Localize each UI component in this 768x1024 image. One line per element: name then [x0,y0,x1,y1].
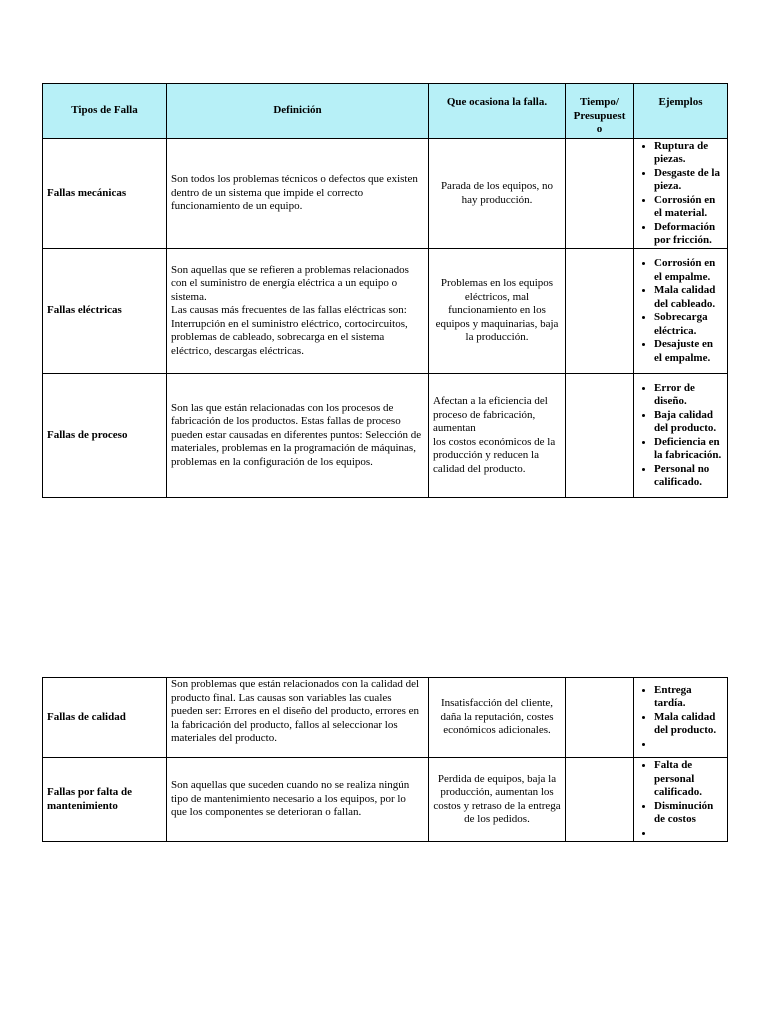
time-cell [566,678,634,758]
definition-cell: Son problemas que están relacionados con la calidad del producto final. Las causas son variables las cuales pueden ser: Errores en el diseño del producto, errores en la fabricación del producto, fallos al seleccionar los materiales del producto. [167,678,429,758]
examples-list [638,140,723,248]
time-cell [566,758,634,842]
example-item: • Personal no calificado. [654,463,723,490]
cause-cell: Perdida de equipos, baja la producción, aumentan los costos y retraso de la entrega de los pedidos. [429,758,566,842]
time-cell [566,374,634,498]
definition-cell: Son aquellas que suceden cuando no se realiza ningún tipo de mantenimiento necesario a los equipos, por lo que los componentes se deterioran o fallan. [167,758,429,842]
header-cause: Que ocasiona la falla. [429,84,566,139]
example-item: • Ruptura de piezas. [654,140,723,167]
type-cell: Fallas de calidad [43,678,167,758]
header-type: Tipos de Falla [43,84,167,139]
examples-list [638,382,723,490]
examples-cell [634,758,728,842]
failure-types-table [42,83,728,498]
example-item: • Deficiencia en la fabricación. [654,436,723,463]
example-item: • Sobrecarga eléctrica. [654,311,723,338]
type-cell: Fallas eléctricas [43,249,167,374]
definition-cell [167,249,429,374]
definition-paragraph: Son aquellas que se refieren a problemas relacionados con el suministro de energía eléctrica a un equipo o sistema. [171,263,409,303]
examples-cell [634,374,728,498]
examples-list [638,257,723,365]
examples-list [638,684,723,752]
header-row [43,84,728,139]
type-cell: Fallas de proceso [43,374,167,498]
definition-paragraph: Las causas más frecuentes de las fallas eléctricas son: Interrupción en el suministro eléctrico, cortocircuitos, problemas de cableado, sobrecarga en el sistema eléctrico, descargas eléctricas. [171,304,408,357]
example-item: • Entrega tardía. [654,684,723,711]
example-item [654,827,723,841]
cause-cell: Problemas en los equipos eléctricos, mal funcionamiento en los equipos y maquinarias, baja la producción. [429,249,566,374]
table-row [43,139,728,249]
table-row [43,758,728,842]
example-item: • Desajuste en el empalme. [654,338,723,365]
example-item: • Baja calidad del producto. [654,409,723,436]
examples-cell [634,678,728,758]
header-examples: Ejemplos [634,84,728,139]
examples-cell [634,249,728,374]
example-item [654,738,723,752]
example-item: • Desgaste de la pieza. [654,167,723,194]
time-cell [566,139,634,249]
header-time: Tiempo/ Presupuest o [566,84,634,139]
example-item: • Corrosión en el empalme. [654,257,723,284]
table-row [43,678,728,758]
header-definition: Definición [167,84,429,139]
example-item: • Deformación por fricción. [654,221,723,248]
example-item: • Mala calidad del producto. [654,711,723,738]
example-item: • Mala calidad del cableado. [654,284,723,311]
examples-cell [634,139,728,249]
examples-list [638,759,723,840]
cause-cell: Insatisfacción del cliente, daña la reputación, costes económicos adicionales. [429,678,566,758]
cause-cell [429,374,566,498]
table-row [43,374,728,498]
cause-cell: Parada de los equipos, no hay producción. [429,139,566,249]
definition-cell: Son las que están relacionadas con los procesos de fabricación de los productos. Estas fallas de proceso pueden estar causadas en diferentes puntos: Selección de materiales, problemas en la programación de máquinas, problemas en la configuración de los equipos. [167,374,429,498]
example-item: • Disminución de costos [654,800,723,827]
example-item: • Corrosión en el material. [654,194,723,221]
example-item: • Error de diseño. [654,382,723,409]
time-cell [566,249,634,374]
type-cell: Fallas mecánicas [43,139,167,249]
failure-types-table-continued [42,677,728,842]
cause-line: los costos económicos de la producción y reducen la calidad del producto. [433,435,556,475]
example-item: • Falta de personal calificado. [654,759,723,800]
table-row [43,249,728,374]
cause-line: Afectan a la eficiencia del proceso de fabricación, aumentan [433,395,548,434]
type-cell: Fallas por falta de mantenimiento [43,758,167,842]
definition-cell: Son todos los problemas técnicos o defectos que existen dentro de un sistema que impide el correcto funcionamiento de un equipo. [167,139,429,249]
